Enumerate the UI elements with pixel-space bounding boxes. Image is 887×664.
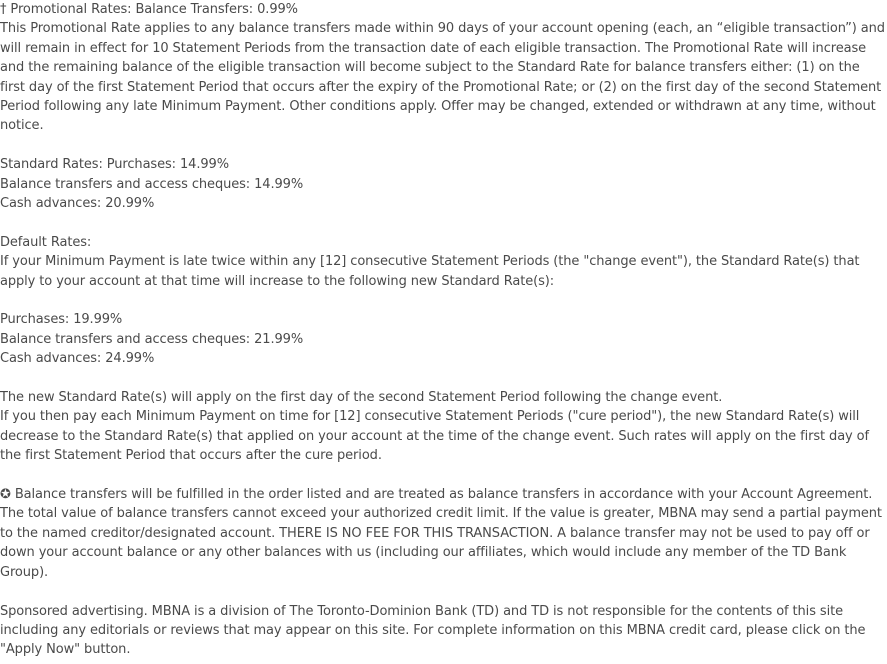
standard-rate-balance-transfers: Balance transfers and access cheques: 14.99% bbox=[0, 176, 304, 192]
promo-rates-heading: † Promotional Rates: Balance Transfers: 0.99% bbox=[0, 2, 298, 17]
default-rate-cash-advances: Cash advances: 24.99% bbox=[0, 351, 155, 367]
spacer bbox=[0, 136, 887, 155]
balance-transfer-terms: ✪ Balance transfers will be fulfilled in the order listed and are treated as balance transfers in accordance with your Account Agreement. The total value of balance transfers cannot exceed your authorized credit limit. If the value is greater, MBNA may send a partial payment to the named creditor/designated account. THERE IS NO FEE FOR THIS TRANSACTION. A balance transfer may not be used to pay off or down your account balance or any other balances with us (including our affiliates, which would include any member of the TD Bank Group). bbox=[0, 487, 882, 580]
default-rate-balance-transfers: Balance transfers and access cheques: 21.99% bbox=[0, 331, 304, 347]
cure-period-note: If you then pay each Minimum Payment on time for [12] consecutive Statement Periods ("cure period"), the new Standard Rate(s) will decrease to the Standard Rate(s) that applied on your account at the time of the change event. Such rates will apply on the first day of the first Statement Period that occurs after the cure period. bbox=[0, 409, 870, 464]
spacer bbox=[0, 466, 887, 485]
spacer bbox=[0, 291, 887, 310]
promo-rates-body: This Promotional Rate applies to any balance transfers made within 90 days of your account opening (each, an “eligible transaction”) and will remain in effect for 10 Statement Periods from the transaction date of each eligible transaction. The Promotional Rate will increase and the remaining balance of the eligible transaction will become subject to the Standard Rate for balance transfers either: (1) on the first day of the first Statement Period that occurs after the expiry of the Promotional Rate; or (2) on the first day of the second Statement Period following any late Minimum Payment. Other conditions apply. Offer may be changed, extended or withdrawn at any time, without notice. bbox=[0, 21, 885, 134]
default-rates-body: If your Minimum Payment is late twice within any [12] consecutive Statement Periods (the "change event"), the Standard Rate(s) that apply to your account at that time will increase to the following new Standard Rate(s): bbox=[0, 254, 860, 289]
default-rates-heading: Default Rates: bbox=[0, 234, 92, 250]
default-rate-purchases: Purchases: 19.99% bbox=[0, 312, 123, 328]
sponsored-advertising-note: Sponsored advertising. MBNA is a division of The Toronto-Dominion Bank (TD) and TD is not responsible for the contents of this site including any editorials or reviews that may appear on this site. For complete information on this MBNA credit card, please click on the "Apply Now" button. bbox=[0, 603, 866, 658]
spacer bbox=[0, 369, 887, 388]
new-rate-apply-note: The new Standard Rate(s) will apply on the first day of the second Statement Period following the change event. bbox=[0, 390, 723, 406]
spacer bbox=[0, 582, 887, 601]
standard-rate-purchases: Standard Rates: Purchases: 14.99% bbox=[0, 157, 229, 173]
standard-rate-cash-advances: Cash advances: 20.99% bbox=[0, 196, 155, 212]
spacer bbox=[0, 213, 887, 232]
